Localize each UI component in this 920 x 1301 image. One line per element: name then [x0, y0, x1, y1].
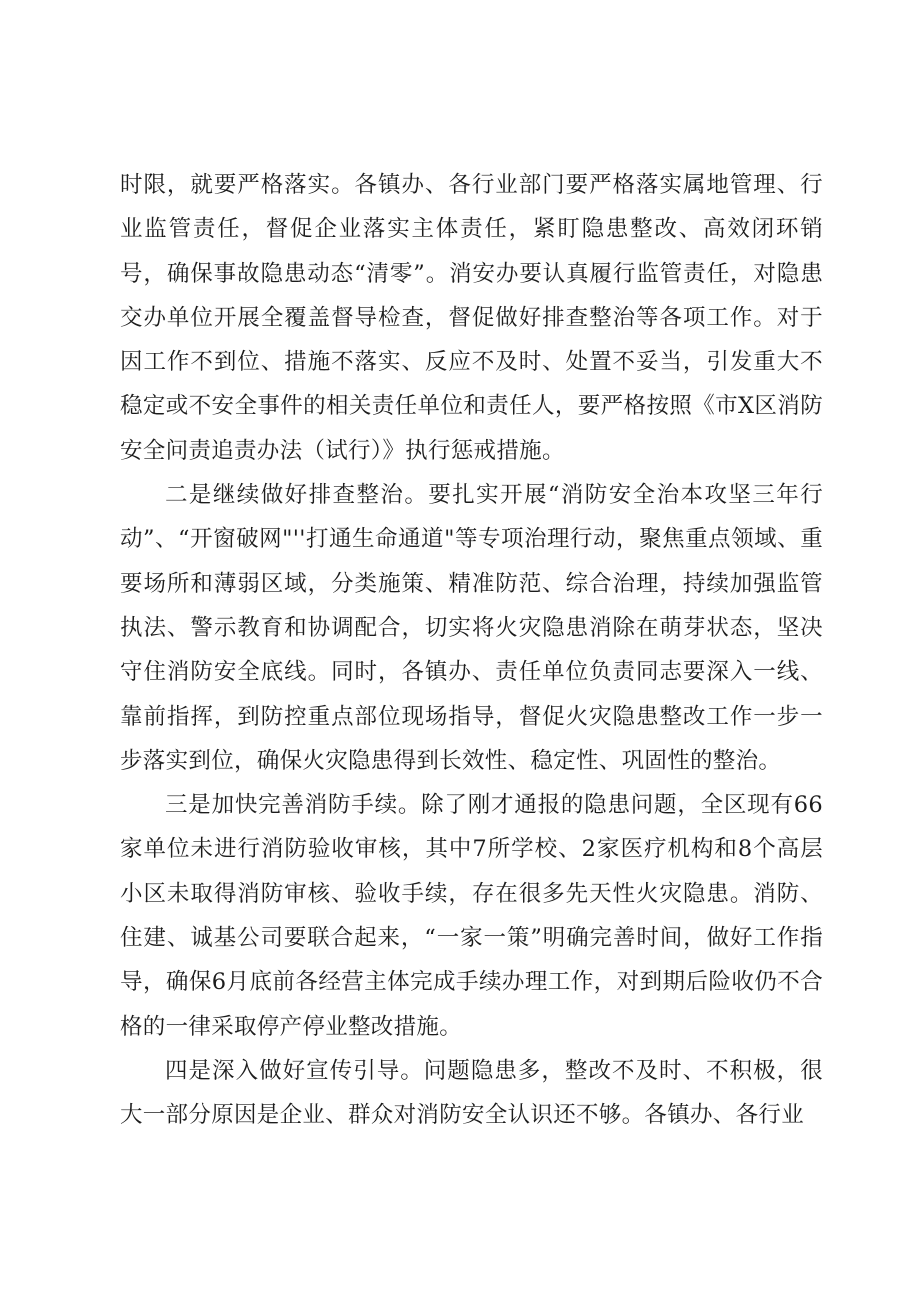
paragraph-1: 时限，就要严格落实。各镇办、各行业部门要严格落实属地管理、行业监管责任，督促企业落实主体责任，紧盯隐患整改、高效闭环销号，确保事故隐患动态“清零”。消安办要认真履行监管责任，对隐患交办单位开展全覆盖督导检查，督促做好排查整治等各项工作。对于因工作不到位、措施不落实、反应不及时、处置不妥当，引发重大不稳定或不安全事件的相关责任单位和责任人，要严格按照《市X区消防安全问责追责办法（试行）》执行惩戒措施。: [120, 172, 823, 464]
paragraph-2: 二是继续做好排查整治。要扎实开展“消防安全治本攻坚三年行动”、“开窗破网"''打通生命通道"等专项治理行动，聚焦重点领域、重要场所和薄弱区域，分类施策、精准防范、综合治理，持续加强监管执法、警示教育和协调配合，切实将火灾隐患消除在萌芽状态，坚决守住消防安全底线。同时，各镇办、责任单位负责同志要深入一线、靠前指挥，到防控重点部位现场指导，督促火灾隐患整改工作一步一步落实到位，确保火灾隐患得到长效性、稳定性、巩固性的整治。: [120, 482, 823, 774]
document-body: [120, 163, 823, 1138]
paragraph-4: 四是深入做好宣传引导。问题隐患多，整改不及时、不积极，很大一部分原因是企业、群众对消防安全认识还不够。各镇办、各行业: [120, 1057, 823, 1129]
paragraph-3: 三是加快完善消防手续。除了刚才通报的隐患问题，全区现有66家单位未进行消防验收审核，其中7所学校、2家医疗机构和8个高层小区未取得消防审核、验收手续，存在很多先天性火灾隐患。消防、住建、诚基公司要联合起来，“一家一策”明确完善时间，做好工作指导，确保6月底前各经营主体完成手续办理工作，对到期后险收仍不合格的一律采取停产停业整改措施。: [120, 792, 823, 1040]
